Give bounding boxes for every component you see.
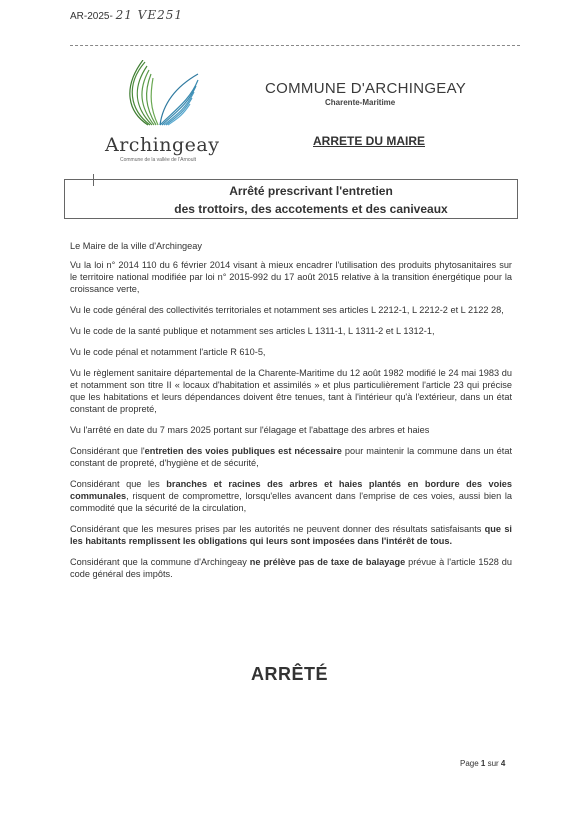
- decree-body: [70, 240, 512, 589]
- decree-title-box: [64, 179, 518, 219]
- considerant-emphasis: branches et racines des arbres et haies plantés en bordure des voies communales: [70, 479, 512, 501]
- visa-paragraph: Vu le code pénal et notamment l'article R 610-5,: [70, 347, 266, 357]
- visa-paragraph: Vu le code général des collectivités territoriales et notamment ses articles L 2212-1, L 2212-2 et L 2122 28,: [70, 305, 504, 315]
- considerant-paragraph: [70, 445, 512, 469]
- considerant-emphasis: ne prélève pas de taxe de balayage: [249, 557, 406, 567]
- visa-paragraph: Vu l'arrêté en date du 7 mars 2025 portant sur l'élagage et l'abattage des arbres et haies: [70, 425, 430, 435]
- decree-title-line-1: Arrêté prescrivant l'entretien: [229, 184, 393, 198]
- decree-type-heading: ARRETE DU MAIRE: [313, 134, 426, 148]
- considerant-paragraph: [70, 523, 512, 547]
- decree-title-line-2: des trottoirs, des accotements et des caniveaux: [174, 202, 448, 216]
- page-total: 4: [500, 759, 506, 768]
- commune-name: COMMUNE D'ARCHINGEAY: [265, 80, 467, 97]
- considerant-paragraph: [70, 556, 512, 580]
- logo-name: Archingeay: [105, 134, 220, 156]
- considerant-text: Considérant que les: [70, 479, 167, 489]
- page-prefix: Page: [460, 759, 481, 768]
- considerant-text: , risquent de compromettre, lorsqu'elles avancent dans l'emprise de ces voies, aussi bien la commodité que la sécurité de la circulation,: [70, 491, 512, 513]
- header-divider: [70, 45, 520, 46]
- commune-logo: [100, 60, 220, 165]
- department-name: Charente-Maritime: [325, 98, 396, 107]
- reference-stamp: [70, 8, 183, 22]
- considerant-emphasis: entretien des voies publiques est nécessaire: [144, 446, 342, 456]
- page-number: [460, 759, 505, 768]
- considerant-text: pour maintenir la commune dans un état constant de propreté, d'hygiène et de sécurité,: [70, 446, 512, 468]
- visa-paragraph: Vu la loi n° 2014 110 du 6 février 2014 visant à mieux encadrer l'utilisation des produits phytosanitaires sur le territoire national modifiée par loi n° 2015-992 du 17 août 2015 relative à la transition énergétique pour la croissance verte,: [70, 260, 512, 294]
- reference-handwritten: 21 VE251: [115, 8, 184, 22]
- page-current: 1: [480, 759, 486, 768]
- considerant-paragraph: [70, 478, 512, 514]
- logo-tagline: Commune de la vallée de l'Arnoult: [120, 157, 196, 163]
- considerant-text: Considérant que la commune d'Archingeay: [70, 557, 250, 567]
- considerant-emphasis: que si les habitants remplissent les obligations qui leurs sont imposées dans l'intérêt de tous.: [70, 524, 512, 546]
- mayor-intro: Le Maire de la ville d'Archingeay: [70, 241, 202, 251]
- decision-heading: ARRÊTÉ: [250, 664, 328, 684]
- page-separator: sur: [485, 759, 501, 768]
- visa-paragraph: Vu le code de la santé publique et notamment ses articles L 1311-1, L 1311-2 et L 1312-1,: [70, 326, 435, 336]
- leaf-logo-icon: [120, 60, 200, 130]
- considerant-text: Considérant que les mesures prises par les autorités ne peuvent donner des résultats satisfaisants: [70, 524, 485, 534]
- considerant-text: prévue à l'article 1528 du code général des impôts.: [70, 557, 512, 579]
- visa-paragraph: Vu le règlement sanitaire départemental de la Charente-Maritime du 12 août 1982 modifié le 24 mai 1983 du et notamment son titre II « locaux d'habitation et assimilés » et plus particulièrement l'article 23 qui précise que les habitations et leurs dépendances doivent être tenues, tant à l'intérieur qu'à l'extérieur, dans un état constant de propreté,: [70, 368, 512, 414]
- reference-number: AR-2025-: [70, 11, 113, 22]
- considerant-text: Considérant que l': [70, 446, 145, 456]
